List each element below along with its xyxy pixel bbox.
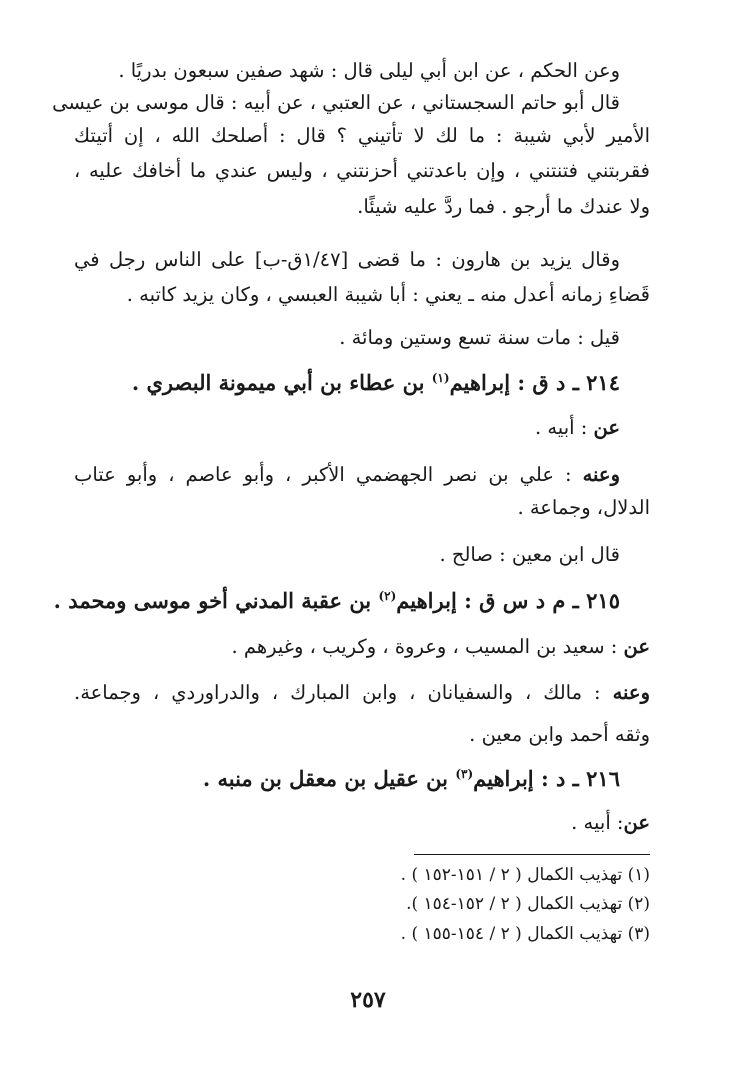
entry-note: وثقه أحمد وابن معين .: [469, 723, 650, 746]
narrated-from-label: عن: [623, 811, 650, 834]
narrated-from: [74, 413, 620, 443]
entry-heading: [74, 764, 620, 794]
narrated-from: [74, 632, 650, 662]
entry-name-rest: بن عقيل بن معقل بن منبه .: [202, 766, 456, 791]
narrated-from: [74, 808, 650, 838]
narrated-by-text: : علي بن نصر الجهضمي الأكبر ، وأبو عاصم ، وأبو عتاب: [74, 463, 583, 486]
footnote-ref: (٣): [455, 767, 474, 781]
footnote: (١) تهذيب الكمال ( ٢ / ١٥١-١٥٢ ) .: [400, 865, 650, 885]
entry-name-rest: بن عطاء بن أبي ميمونة البصري .: [131, 370, 432, 395]
footnote-divider: [414, 854, 650, 855]
text-line: الأمير لأبي شيبة : ما لك لا تأتيني ؟ قال : أصلحك الله ، إن أتيتك: [74, 124, 650, 147]
narrated-by-label: وعنه: [582, 463, 620, 486]
narrated-from-text: : أبيه .: [534, 416, 594, 439]
entry-heading: [74, 368, 620, 398]
page-number: ٢٥٧: [350, 987, 386, 1013]
text-line: قيل : مات سنة تسع وستين ومائة .: [339, 326, 620, 349]
entry-number-name: ٢١٦ ـ د : إبراهيم: [473, 766, 620, 791]
narrated-from-text: : سعيد بن المسيب ، وعروة ، وكريب ، وغيرهم .: [231, 635, 624, 658]
text-line: فقربتني فتنتني ، وإن باعدتني أحزنتني ، وليس عندي ما أخافك عليه ،: [74, 159, 650, 182]
entry-number-name: ٢١٥ ـ م د س ق : إبراهيم: [396, 588, 620, 613]
footnote: (٣) تهذيب الكمال ( ٢ / ١٥٤-١٥٥ ) .: [400, 924, 650, 944]
text-line: قال أبو حاتم السجستاني ، عن العتبي ، عن أبيه : قال موسى بن عيسى: [52, 91, 620, 114]
entry-note: قال ابن معين : صالح .: [439, 543, 620, 566]
footnote-ref: (١): [431, 371, 450, 385]
narrated-by: [74, 678, 650, 708]
entry-name-rest: بن عقبة المدني أخو موسى ومحمد .: [53, 588, 379, 613]
narrated-by: [74, 460, 620, 490]
narrated-by-label: وعنه: [612, 681, 650, 704]
text-line: وعن الحكم ، عن ابن أبي ليلى قال : شهد صفين سبعون بدريًا .: [118, 59, 620, 82]
footnote: (٢) تهذيب الكمال ( ٢ / ١٥٢-١٥٤ ).: [406, 894, 650, 914]
footnote-ref: (٢): [378, 589, 397, 603]
narrated-by-text: : مالك ، والسفيانان ، وابن المبارك ، والدراوردي ، وجماعة.: [74, 681, 613, 704]
entry-number-name: ٢١٤ ـ د ق : إبراهيم: [449, 370, 620, 395]
text-line: ولا عندك ما أرجو . فما ردَّ عليه شيئًا.: [357, 195, 650, 218]
entry-heading: [53, 586, 620, 616]
text-line: وقال يزيد بن هارون : ما قضى [١/٤٧ق-ب] على الناس رجل في: [74, 248, 620, 271]
narrated-from-label: عن: [593, 416, 620, 439]
text-line: الدلال، وجماعة .: [517, 496, 650, 519]
narrated-from-text: : أبيه .: [571, 811, 624, 834]
text-line: قَضاءِ زمانه أعدل منه ـ يعني : أبا شيبة العبسي ، وكان يزيد كاتبه .: [126, 283, 650, 306]
narrated-from-label: عن: [623, 635, 650, 658]
